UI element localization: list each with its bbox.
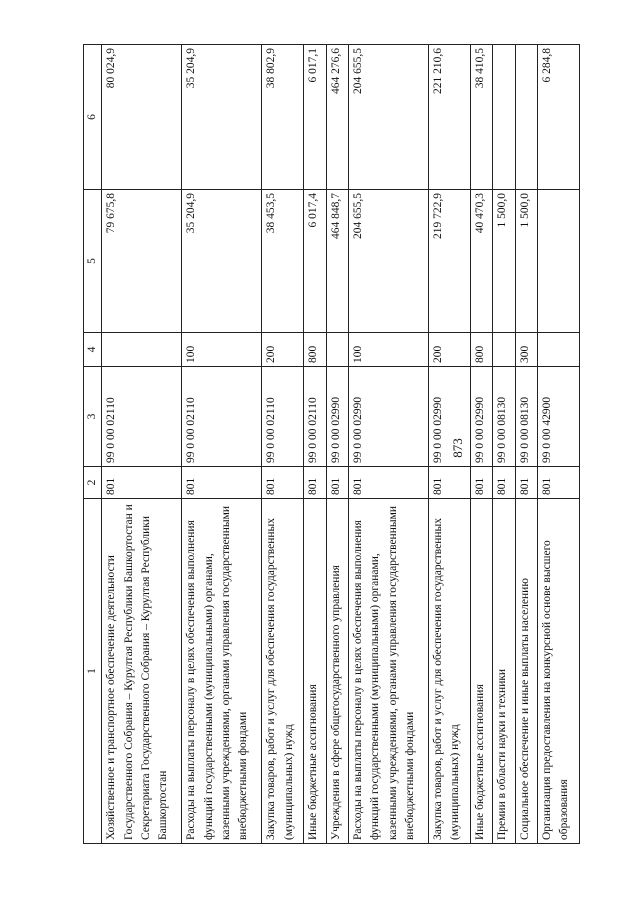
row-amount-col5-cell: 204 655,5 [349, 190, 429, 333]
row-amount-col5-cell [538, 190, 580, 333]
row-amount-col6-cell: 38 410,5 [470, 45, 493, 190]
row-name-cell: Хозяйственное и транспортное обеспечение деятельности Государственного Собрания – Курултая Республики Башкортостан и Секретариата Государственного Собрания – Курултая Республики Башкортостан [102, 499, 182, 844]
row-ved-code-cell: 801 [493, 467, 516, 499]
page-number: 873 [449, 438, 465, 458]
row-ved-code-cell: 801 [102, 467, 182, 499]
row-ved-code-cell: 801 [538, 467, 580, 499]
row-amount-col5-cell: 6 017,4 [304, 190, 327, 333]
table-row [429, 45, 471, 844]
row-name-cell: Закупка товаров, работ и услуг для обеспечения государственных (муниципальных) нужд [429, 499, 471, 844]
table-header [84, 45, 102, 844]
row-amount-col5-cell: 35 204,9 [182, 190, 262, 333]
table-row [515, 45, 538, 844]
row-amount-col5-cell: 38 453,5 [262, 190, 304, 333]
row-ved-code-cell: 801 [182, 467, 262, 499]
row-amount-col6-cell: 38 802,9 [262, 45, 304, 190]
header-col-5: 5 [84, 190, 102, 333]
table-row [326, 45, 349, 844]
row-expense-type-cell: 200 [262, 333, 304, 367]
row-expense-type-cell [538, 333, 580, 367]
row-expense-type-cell: 800 [304, 333, 327, 367]
table-row [182, 45, 262, 844]
row-amount-col6-cell [515, 45, 538, 190]
row-target-article-cell: 99 0 00 02110 [102, 367, 182, 467]
row-amount-col5-cell: 1 500,0 [493, 190, 516, 333]
row-expense-type-cell: 200 [429, 333, 471, 367]
row-name-cell: Иные бюджетные ассигнования [304, 499, 327, 844]
row-target-article-cell: 99 0 00 02990 [326, 367, 349, 467]
row-target-article-cell: 99 0 00 02110 [304, 367, 327, 467]
row-amount-col6-cell: 221 210,6 [429, 45, 471, 190]
header-row [84, 45, 102, 844]
row-amount-col5-cell: 219 722,9 [429, 190, 471, 333]
row-name-cell: Расходы на выплаты персоналу в целях обеспечения выполнения функций государственными (муниципальными) органами, казенными учреждениями, органами управления государственными внебюджетными фондами [349, 499, 429, 844]
header-col-4: 4 [84, 333, 102, 367]
row-target-article-cell: 99 0 00 08130 [493, 367, 516, 467]
row-name-cell: Социальное обеспечение и иные выплаты населению [515, 499, 538, 844]
row-amount-col5-cell: 464 848,7 [326, 190, 349, 333]
table-row [349, 45, 429, 844]
row-amount-col5-cell: 40 470,3 [470, 190, 493, 333]
table-row [493, 45, 516, 844]
row-target-article-cell: 99 0 00 02990 [429, 367, 471, 467]
budget-table [83, 44, 580, 844]
row-expense-type-cell [102, 333, 182, 367]
header-col-3: 3 [84, 367, 102, 467]
rotated-table-wrapper [83, 45, 580, 844]
row-target-article-cell: 99 0 00 02990 [470, 367, 493, 467]
row-amount-col6-cell: 464 276,6 [326, 45, 349, 190]
header-col-2: 2 [84, 467, 102, 499]
row-name-cell: Закупка товаров, работ и услуг для обеспечения государственных (муниципальных) нужд [262, 499, 304, 844]
row-ved-code-cell: 801 [470, 467, 493, 499]
row-amount-col6-cell [493, 45, 516, 190]
row-ved-code-cell: 801 [515, 467, 538, 499]
row-ved-code-cell: 801 [304, 467, 327, 499]
row-ved-code-cell: 801 [326, 467, 349, 499]
row-target-article-cell: 99 0 00 02990 [349, 367, 429, 467]
row-name-cell: Премии в области науки и техники [493, 499, 516, 844]
table-frame [83, 45, 580, 844]
row-ved-code-cell: 801 [349, 467, 429, 499]
row-name-cell: Учреждения в сфере общегосударственного управления [326, 499, 349, 844]
row-ved-code-cell: 801 [429, 467, 471, 499]
table-row [304, 45, 327, 844]
row-target-article-cell: 99 0 00 02110 [262, 367, 304, 467]
table-body [102, 45, 580, 844]
row-expense-type-cell: 100 [182, 333, 262, 367]
table-row [470, 45, 493, 844]
table-row [262, 45, 304, 844]
header-col-1: 1 [84, 499, 102, 844]
row-expense-type-cell [493, 333, 516, 367]
row-name-cell: Иные бюджетные ассигнования [470, 499, 493, 844]
row-amount-col6-cell: 204 655,5 [349, 45, 429, 190]
row-amount-col5-cell: 1 500,0 [515, 190, 538, 333]
row-expense-type-cell [326, 333, 349, 367]
header-col-6: 6 [84, 45, 102, 190]
row-target-article-cell: 99 0 00 08130 [515, 367, 538, 467]
row-amount-col6-cell: 6 284,8 [538, 45, 580, 190]
table-row [538, 45, 580, 844]
row-name-cell: Расходы на выплаты персоналу в целях обеспечения выполнения функций государственными (муниципальными) органами, казенными учреждениями, органами управления государственными внебюджетными фондами [182, 499, 262, 844]
row-expense-type-cell: 800 [470, 333, 493, 367]
row-amount-col6-cell: 35 204,9 [182, 45, 262, 190]
row-amount-col5-cell: 79 675,8 [102, 190, 182, 333]
row-expense-type-cell: 100 [349, 333, 429, 367]
row-amount-col6-cell: 6 017,1 [304, 45, 327, 190]
row-ved-code-cell: 801 [262, 467, 304, 499]
row-name-cell: Организация предоставления на конкурсной основе высшего образования [538, 499, 580, 844]
table-row [102, 45, 182, 844]
row-target-article-cell: 99 0 00 42900 [538, 367, 580, 467]
row-amount-col6-cell: 80 024,9 [102, 45, 182, 190]
row-expense-type-cell: 300 [515, 333, 538, 367]
row-target-article-cell: 99 0 00 02110 [182, 367, 262, 467]
